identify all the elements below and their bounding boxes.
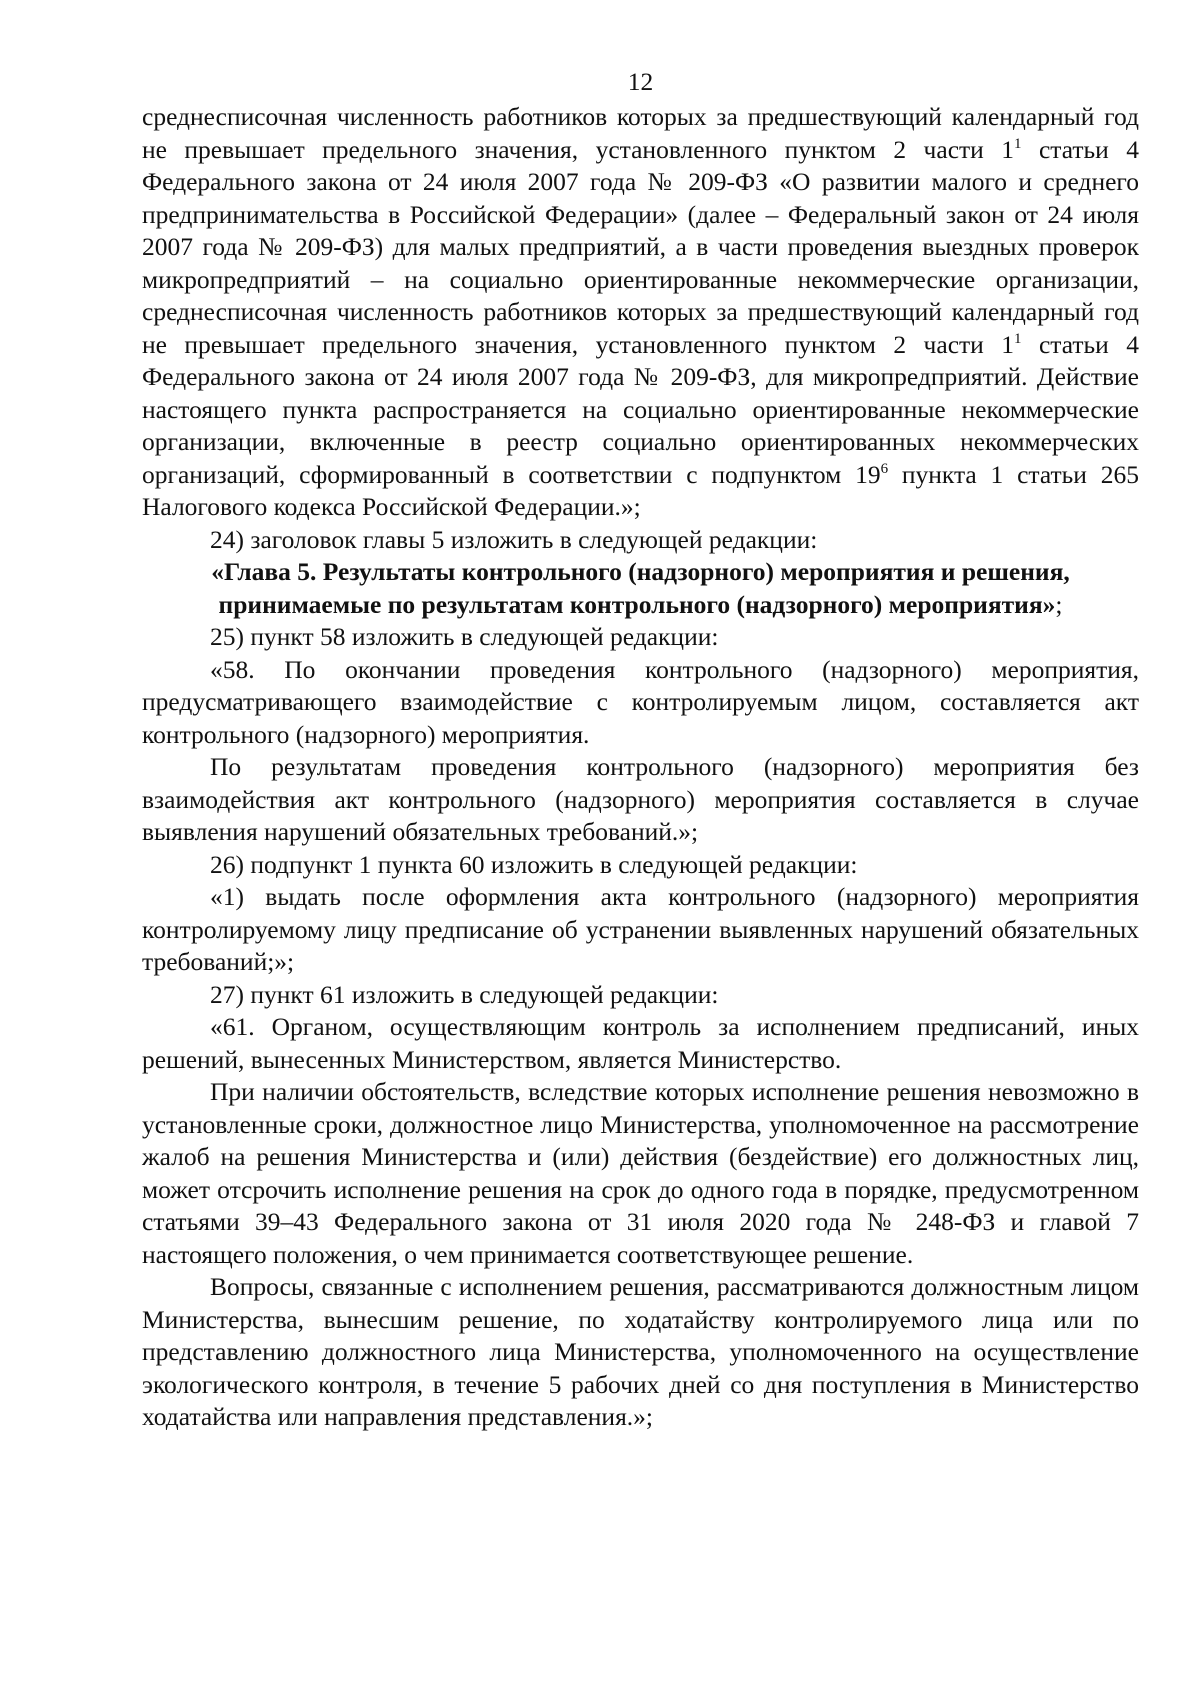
text-segment: статьи 4 Федерального закона от 24 июля 2007 года № 209-ФЗ, для микропредприятий. Действие настоящего пункта распространяется на социально ориентированные некоммерческие организации, включенные в реестр социально ориентированных некоммерческих организаций, сформированный в соответствии с подпунктом 19 xyxy=(142,329,1139,489)
chapter-heading-text: «Глава 5. Результаты контрольного (надзорного) мероприятия и решения, принимаемые по результатам контрольного (надзорного) мероприятия» xyxy=(211,557,1070,619)
text-segment: пункта 1 статьи 265 Налогового кодекса Российской Федерации.»; xyxy=(142,459,1139,521)
text-segment: статьи 4 Федерального закона от 24 июля 2007 года № 209-ФЗ «О развитии малого и среднего предпринимательства в Российской Федерации» (далее – Федеральный закон от 24 июля 2007 года № 209-ФЗ) для малых предприятий, а в части проведения выездных проверок микропредприятий – на социально ориентированные некоммерческие организации, среднесписочная численность работников которых за предшествующий календарный год не превышает предельного значения, установленного пунктом 2 части 1 xyxy=(142,134,1139,359)
paragraph-61: «61. Органом, осуществляющим контроль за исполнением предписаний, иных решений, вынесенных Министерством, является Министерство. xyxy=(142,1012,1139,1074)
superscript: 1 xyxy=(1014,330,1022,347)
page-number: 12 xyxy=(627,67,654,96)
superscript: 6 xyxy=(880,460,889,477)
amendment-item-25: 25) пункт 58 изложить в следующей редакции: xyxy=(210,622,719,651)
paragraph-58-part-2: По результатам проведения контрольного (надзорного) мероприятия без взаимодействия акт контрольного (надзорного) мероприятия составляется в случае выявления нарушений обязательных требований.»; xyxy=(142,752,1139,846)
subparagraph-1: «1) выдать после оформления акта контрольного (надзорного) мероприятия контролируемому лицу предписание об устранении выявленных нарушений обязательных требований;»; xyxy=(142,882,1139,976)
paragraph-continuation xyxy=(142,101,1139,524)
paragraph-61-part-2: При наличии обстоятельств, вследствие которых исполнение решения невозможно в установленные сроки, должностное лицо Министерства, уполномоченное на рассмотрение жалоб на решения Министерства и (или) действия (бездействие) его должностных лиц, может отсрочить исполнение решения на срок до одного года в порядке, предусмотренном статьями 39–43 Федерального закона от 31 июля 2020 года № 248-ФЗ и главой 7 настоящего положения, о чем принимается соответствующее решение. xyxy=(142,1077,1139,1269)
amendment-item-24: 24) заголовок главы 5 изложить в следующей редакции: xyxy=(210,524,818,554)
chapter-heading-punct: ; xyxy=(1055,589,1063,619)
text-segment: среднесписочная численность работников которых за предшествующий календарный год не превышает предельного значения, установленного пунктом 2 части 1 xyxy=(142,102,1139,164)
chapter-heading xyxy=(142,556,1139,621)
amendment-item-26: 26) подпункт 1 пункта 60 изложить в следующей редакции: xyxy=(210,849,858,879)
superscript: 1 xyxy=(1014,135,1022,152)
amendment-item-27: 27) пункт 61 изложить в следующей редакции: xyxy=(210,979,719,1009)
paragraph-61-part-3: Вопросы, связанные с исполнением решения, рассматриваются должностным лицом Министерства, вынесшим решение, по ходатайству контролируемого лица или по представлению должностного лица Министерства, уполномоченного на осуществление экологического контроля, в течение 5 рабочих дней со дня поступления в Министерство ходатайства или направления представления.»; xyxy=(142,1272,1139,1431)
document-page xyxy=(142,66,1139,1434)
paragraph-58: «58. По окончании проведения контрольного (надзорного) мероприятия, предусматривающего взаимодействие с контролируемым лицом, составляется акт контрольного (надзорного) мероприятия. xyxy=(142,654,1139,749)
